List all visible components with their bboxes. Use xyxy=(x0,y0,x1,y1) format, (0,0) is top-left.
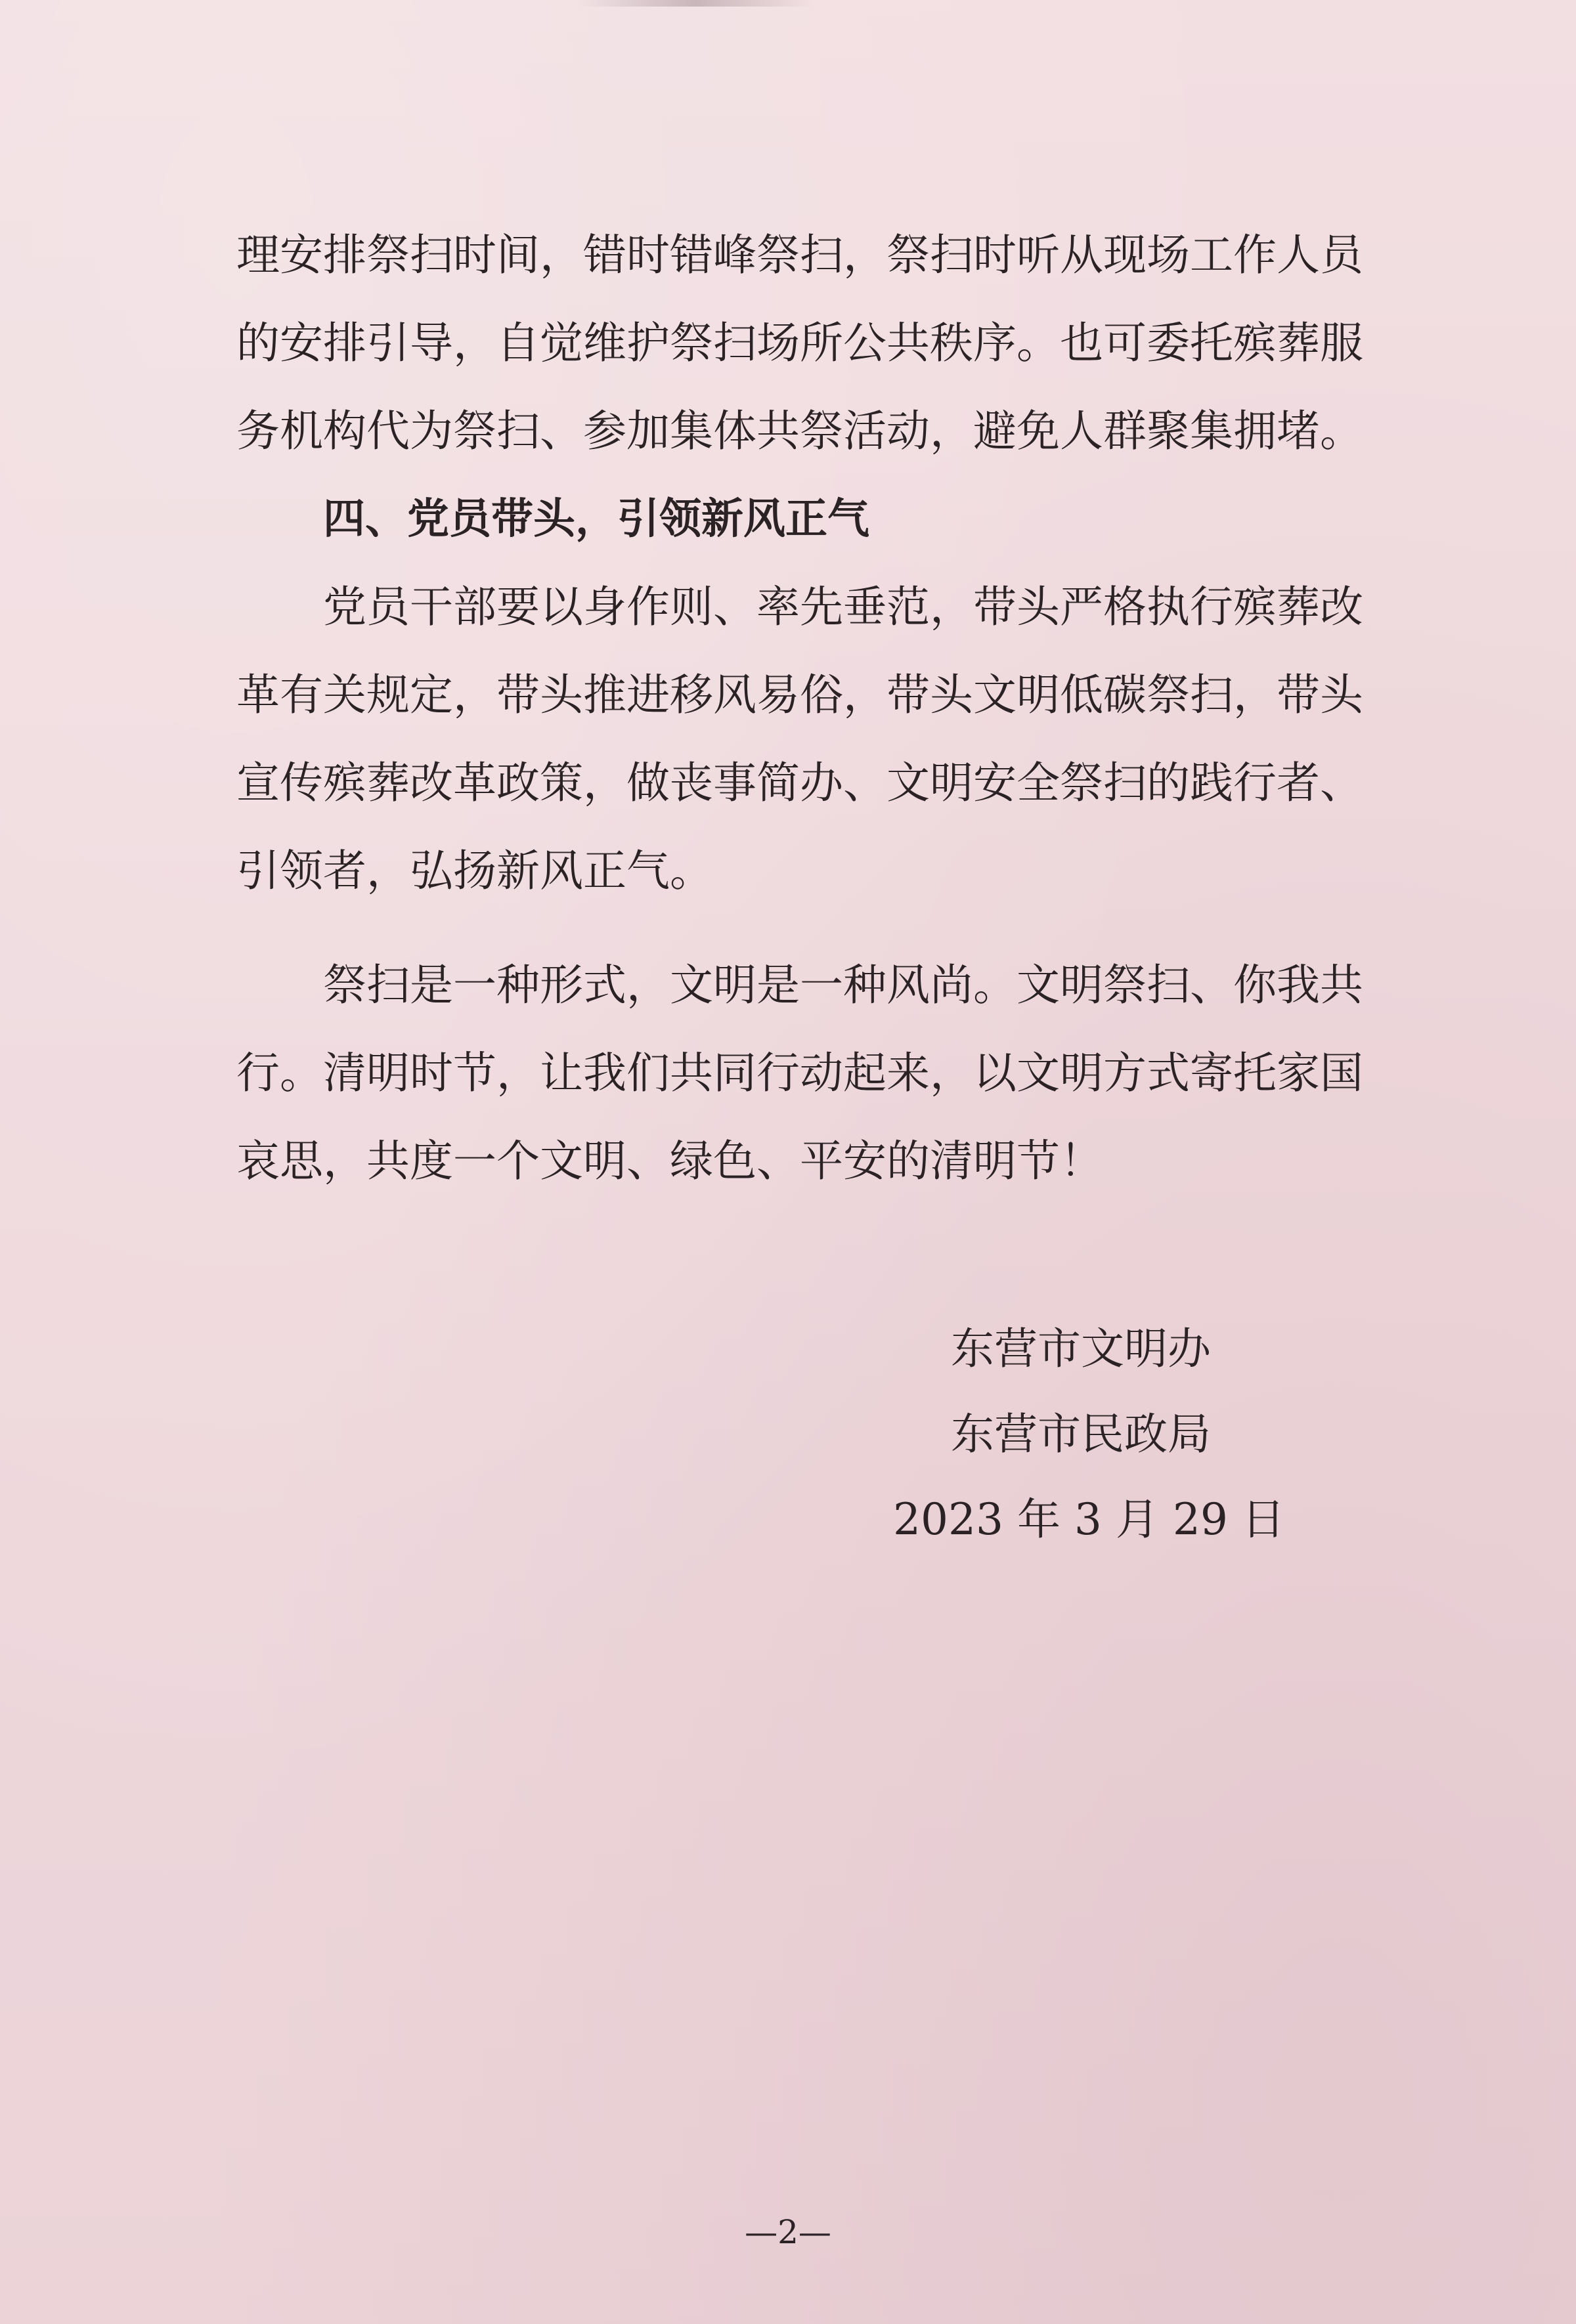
paragraph-line: 引领者，弘扬新风正气。 xyxy=(236,846,713,896)
paragraph-line: 哀思，共度一个文明、绿色、平安的清明节！ xyxy=(236,1136,1103,1186)
paragraph-line: 党员干部要以身作则、率先垂范，带头严格执行殡葬改 xyxy=(323,582,1363,632)
paragraph-gap xyxy=(236,915,1353,941)
signature-block xyxy=(893,1306,1353,1562)
document-body xyxy=(236,211,1363,1205)
signature-date: 2023 年 3 月 29 日 xyxy=(893,1494,1285,1545)
signature-org: 东营市文明办 xyxy=(951,1323,1211,1374)
paragraph-line: 务机构代为祭扫、参加集体共祭活动，避免人群聚集拥堵。 xyxy=(236,406,1363,456)
paragraph-line: 宣传殡葬改革政策，做丧事简办、文明安全祭扫的践行者、 xyxy=(236,758,1363,808)
page-number: —2— xyxy=(745,2213,831,2251)
paragraph-line: 革有关规定，带头推进移风易俗，带头文明低碳祭扫，带头 xyxy=(236,670,1363,720)
paragraph-line: 理安排祭扫时间，错时错峰祭扫，祭扫时听从现场工作人员 xyxy=(236,230,1363,280)
scan-edge-shadow xyxy=(578,0,814,7)
section-heading: 四、党员带头，引领新风正气 xyxy=(323,495,869,544)
paragraph-line: 的安排引导，自觉维护祭扫场所公共秩序。也可委托殡葬服 xyxy=(236,318,1363,368)
paragraph-line: 祭扫是一种形式，文明是一种风尚。文明祭扫、你我共 xyxy=(323,960,1363,1010)
paragraph-line: 行。清明时节，让我们共同行动起来，以文明方式寄托家国 xyxy=(236,1048,1363,1098)
signature-org: 东营市民政局 xyxy=(951,1409,1211,1459)
